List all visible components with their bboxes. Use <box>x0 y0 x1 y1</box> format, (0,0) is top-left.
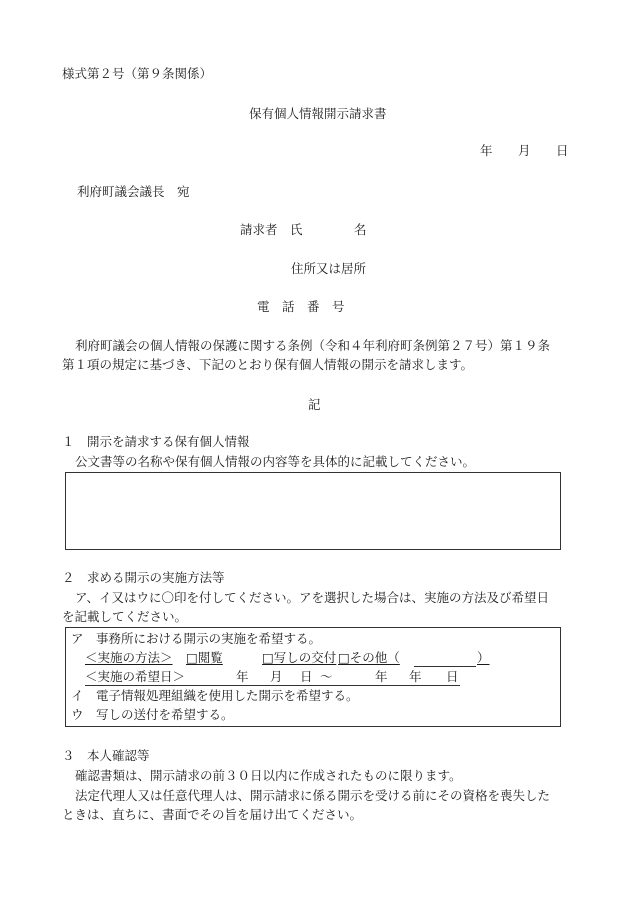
section3-line-3: ときは、直ちに、書面でその旨を届け出てください。 <box>62 807 363 822</box>
section1-note: 公文書等の名称や保有個人情報の内容等を具体的に記載してください。 <box>75 454 476 469</box>
requester-label: 請求者 <box>240 222 278 237</box>
option-u[interactable]: ウ 写しの送付を希望する。 <box>71 707 234 722</box>
method-label: ＜実施の方法＞ <box>85 650 173 665</box>
requester-name-label-1: 氏 <box>290 222 303 237</box>
method-view-checkbox[interactable]: □閲覧 <box>186 650 223 665</box>
intro-line-1: 利府町議会の個人情報の保護に関する条例（令和４年利府町条例第２７号）第１９条 <box>75 338 551 353</box>
option-a[interactable]: ア 事務所における開示の実施を希望する。 <box>71 631 322 646</box>
section2-heading: ２ 求める開示の実施方法等 <box>62 570 225 585</box>
disclosure-method-box <box>65 627 561 727</box>
option-i[interactable]: イ 電子情報処理組織を使用した開示を希望する。 <box>71 688 359 703</box>
section2-note-line-1: ア、イ又はウに〇印を付してください。アを選択した場合は、実施の方法及び希望日 <box>75 590 550 605</box>
date-month-label: 月 <box>518 143 531 158</box>
requester-address-label: 住所又は居所 <box>291 261 367 276</box>
date-year-1: 年 <box>236 669 249 684</box>
addressee: 利府町議会議長 宛 <box>77 184 190 199</box>
date-day-2: 日 <box>446 669 459 684</box>
date-tilde: ～ <box>320 669 333 684</box>
method-copy-checkbox[interactable]: □写しの交付 <box>262 650 337 665</box>
intro-line-2: 第１項の規定に基づき、下記のとおり保有個人情報の開示を請求します。 <box>62 357 474 372</box>
date-month-1: 月 <box>270 669 283 684</box>
date-month-2: 年 <box>409 669 422 684</box>
requester-name-label-2: 名 <box>354 222 367 237</box>
method-other-checkbox[interactable]: □その他（ <box>338 650 400 665</box>
requested-info-box[interactable] <box>65 472 561 550</box>
method-other-close: ） <box>477 650 490 665</box>
section3-line-1: 確認書類は、開示請求の前３０日以内に作成されたものに限ります。 <box>75 768 462 783</box>
date-year-label: 年 <box>480 143 493 158</box>
requester-phone-label: 電 話 番 号 <box>257 299 345 314</box>
ki-label: 記 <box>308 397 321 412</box>
form-id: 様式第２号（第９条関係） <box>62 66 213 81</box>
date-day-1: 日 <box>300 669 313 684</box>
section1-heading: １ 開示を請求する保有個人情報 <box>62 434 250 449</box>
section2-note-line-2: を記載してください。 <box>62 609 188 624</box>
section3-heading: ３ 本人確認等 <box>62 748 150 763</box>
date-day-label: 日 <box>556 143 569 158</box>
date-year-2: 年 <box>375 669 388 684</box>
document-title: 保有個人情報開示請求書 <box>249 106 387 121</box>
method-other-field[interactable] <box>414 652 476 667</box>
date-label: ＜実施の希望日＞ <box>85 669 186 684</box>
section3-line-2: 法定代理人又は任意代理人は、開示請求に係る開示を受ける前にその資格を喪失した <box>75 788 551 803</box>
